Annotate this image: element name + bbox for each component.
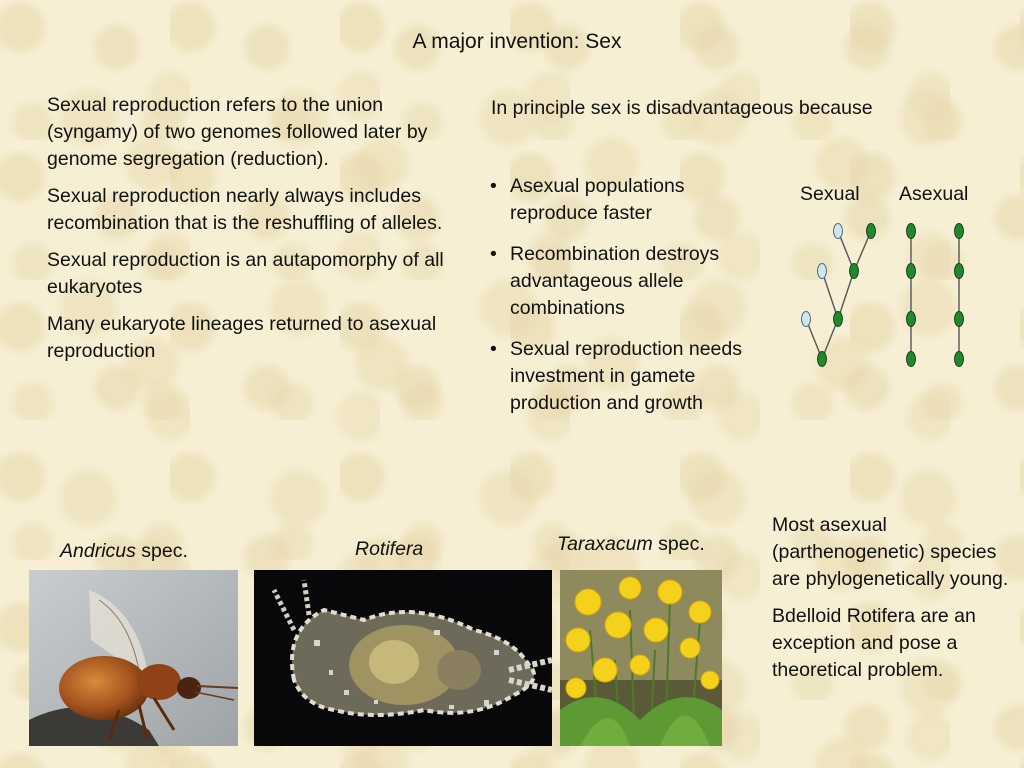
blue-individual-node: [802, 312, 811, 327]
blue-individual-node: [834, 224, 843, 239]
green-individual-node: [850, 264, 859, 279]
disadvantage-list: [490, 173, 760, 431]
definition-text-block: [47, 92, 462, 375]
paragraph-autapomorphy: Sexual reproduction is an autapomorphy of all eukaryotes: [47, 249, 444, 298]
list-item: [490, 241, 760, 322]
green-individual-node: [955, 264, 964, 279]
taraxacum-spec: spec.: [652, 533, 705, 555]
taraxacum-genus: Taraxacum: [557, 533, 653, 555]
bullet-text: Asexual populations reproduce faster: [510, 175, 685, 224]
list-item: [490, 173, 760, 227]
paragraph-asexual-return: Many eukaryote lineages returned to asexual reproduction: [47, 313, 437, 362]
asexual-label: Asexual: [899, 183, 969, 205]
list-item: [490, 336, 760, 417]
disadvantage-intro: In principle sex is disadvantageous because: [491, 97, 873, 119]
note-young-species: Most asexual (parthenogenetic) species are phylogenetically young.: [772, 514, 1009, 590]
andricus-caption: [60, 540, 188, 563]
green-individual-node: [867, 224, 876, 239]
green-individual-node: [818, 352, 827, 367]
green-individual-node: [907, 352, 916, 367]
slide-title: A major invention: Sex: [412, 30, 622, 53]
andricus-spec: spec.: [135, 540, 188, 562]
rotifera-caption: [355, 538, 423, 561]
blue-individual-node: [818, 264, 827, 279]
taraxacum-dandelion-photo: [560, 570, 722, 746]
note-bdelloid-exception: Bdelloid Rotifera are an exception and pose a theoretical problem.: [772, 605, 976, 681]
rotifera-micrograph: [254, 570, 552, 746]
green-individual-node: [907, 264, 916, 279]
sexual-lineage: [806, 231, 871, 359]
green-individual-node: [907, 224, 916, 239]
lineage-line: [838, 271, 854, 319]
bullet-icon: •: [490, 175, 497, 197]
bullet-text: Recombination destroys advantageous allele combinations: [510, 243, 720, 319]
taraxacum-caption: [557, 533, 705, 556]
andricus-wasp-photo: [29, 570, 238, 746]
green-individual-node: [955, 352, 964, 367]
asexual-species-note: [772, 512, 1017, 694]
sexual-label: Sexual: [800, 183, 860, 205]
paragraph-definition: Sexual reproduction refers to the union (syngamy) of two genomes followed later by genome segregation (reduction).: [47, 94, 428, 170]
bullet-text: Sexual reproduction needs investment in gamete production and growth: [510, 338, 742, 414]
green-individual-node: [834, 312, 843, 327]
bullet-icon: •: [490, 243, 497, 265]
rotifera-name: Rotifera: [355, 538, 424, 560]
green-individual-node: [907, 312, 916, 327]
bullet-icon: •: [490, 338, 497, 360]
green-individual-node: [955, 224, 964, 239]
paragraph-recombination: Sexual reproduction nearly always includes recombination that is the reshuffling of alleles.: [47, 185, 443, 234]
andricus-genus: Andricus: [60, 540, 136, 562]
green-individual-node: [955, 312, 964, 327]
lineage-line: [822, 271, 838, 319]
reproduction-lineage-diagram: [790, 215, 990, 375]
asexual-lineage: [911, 231, 959, 359]
